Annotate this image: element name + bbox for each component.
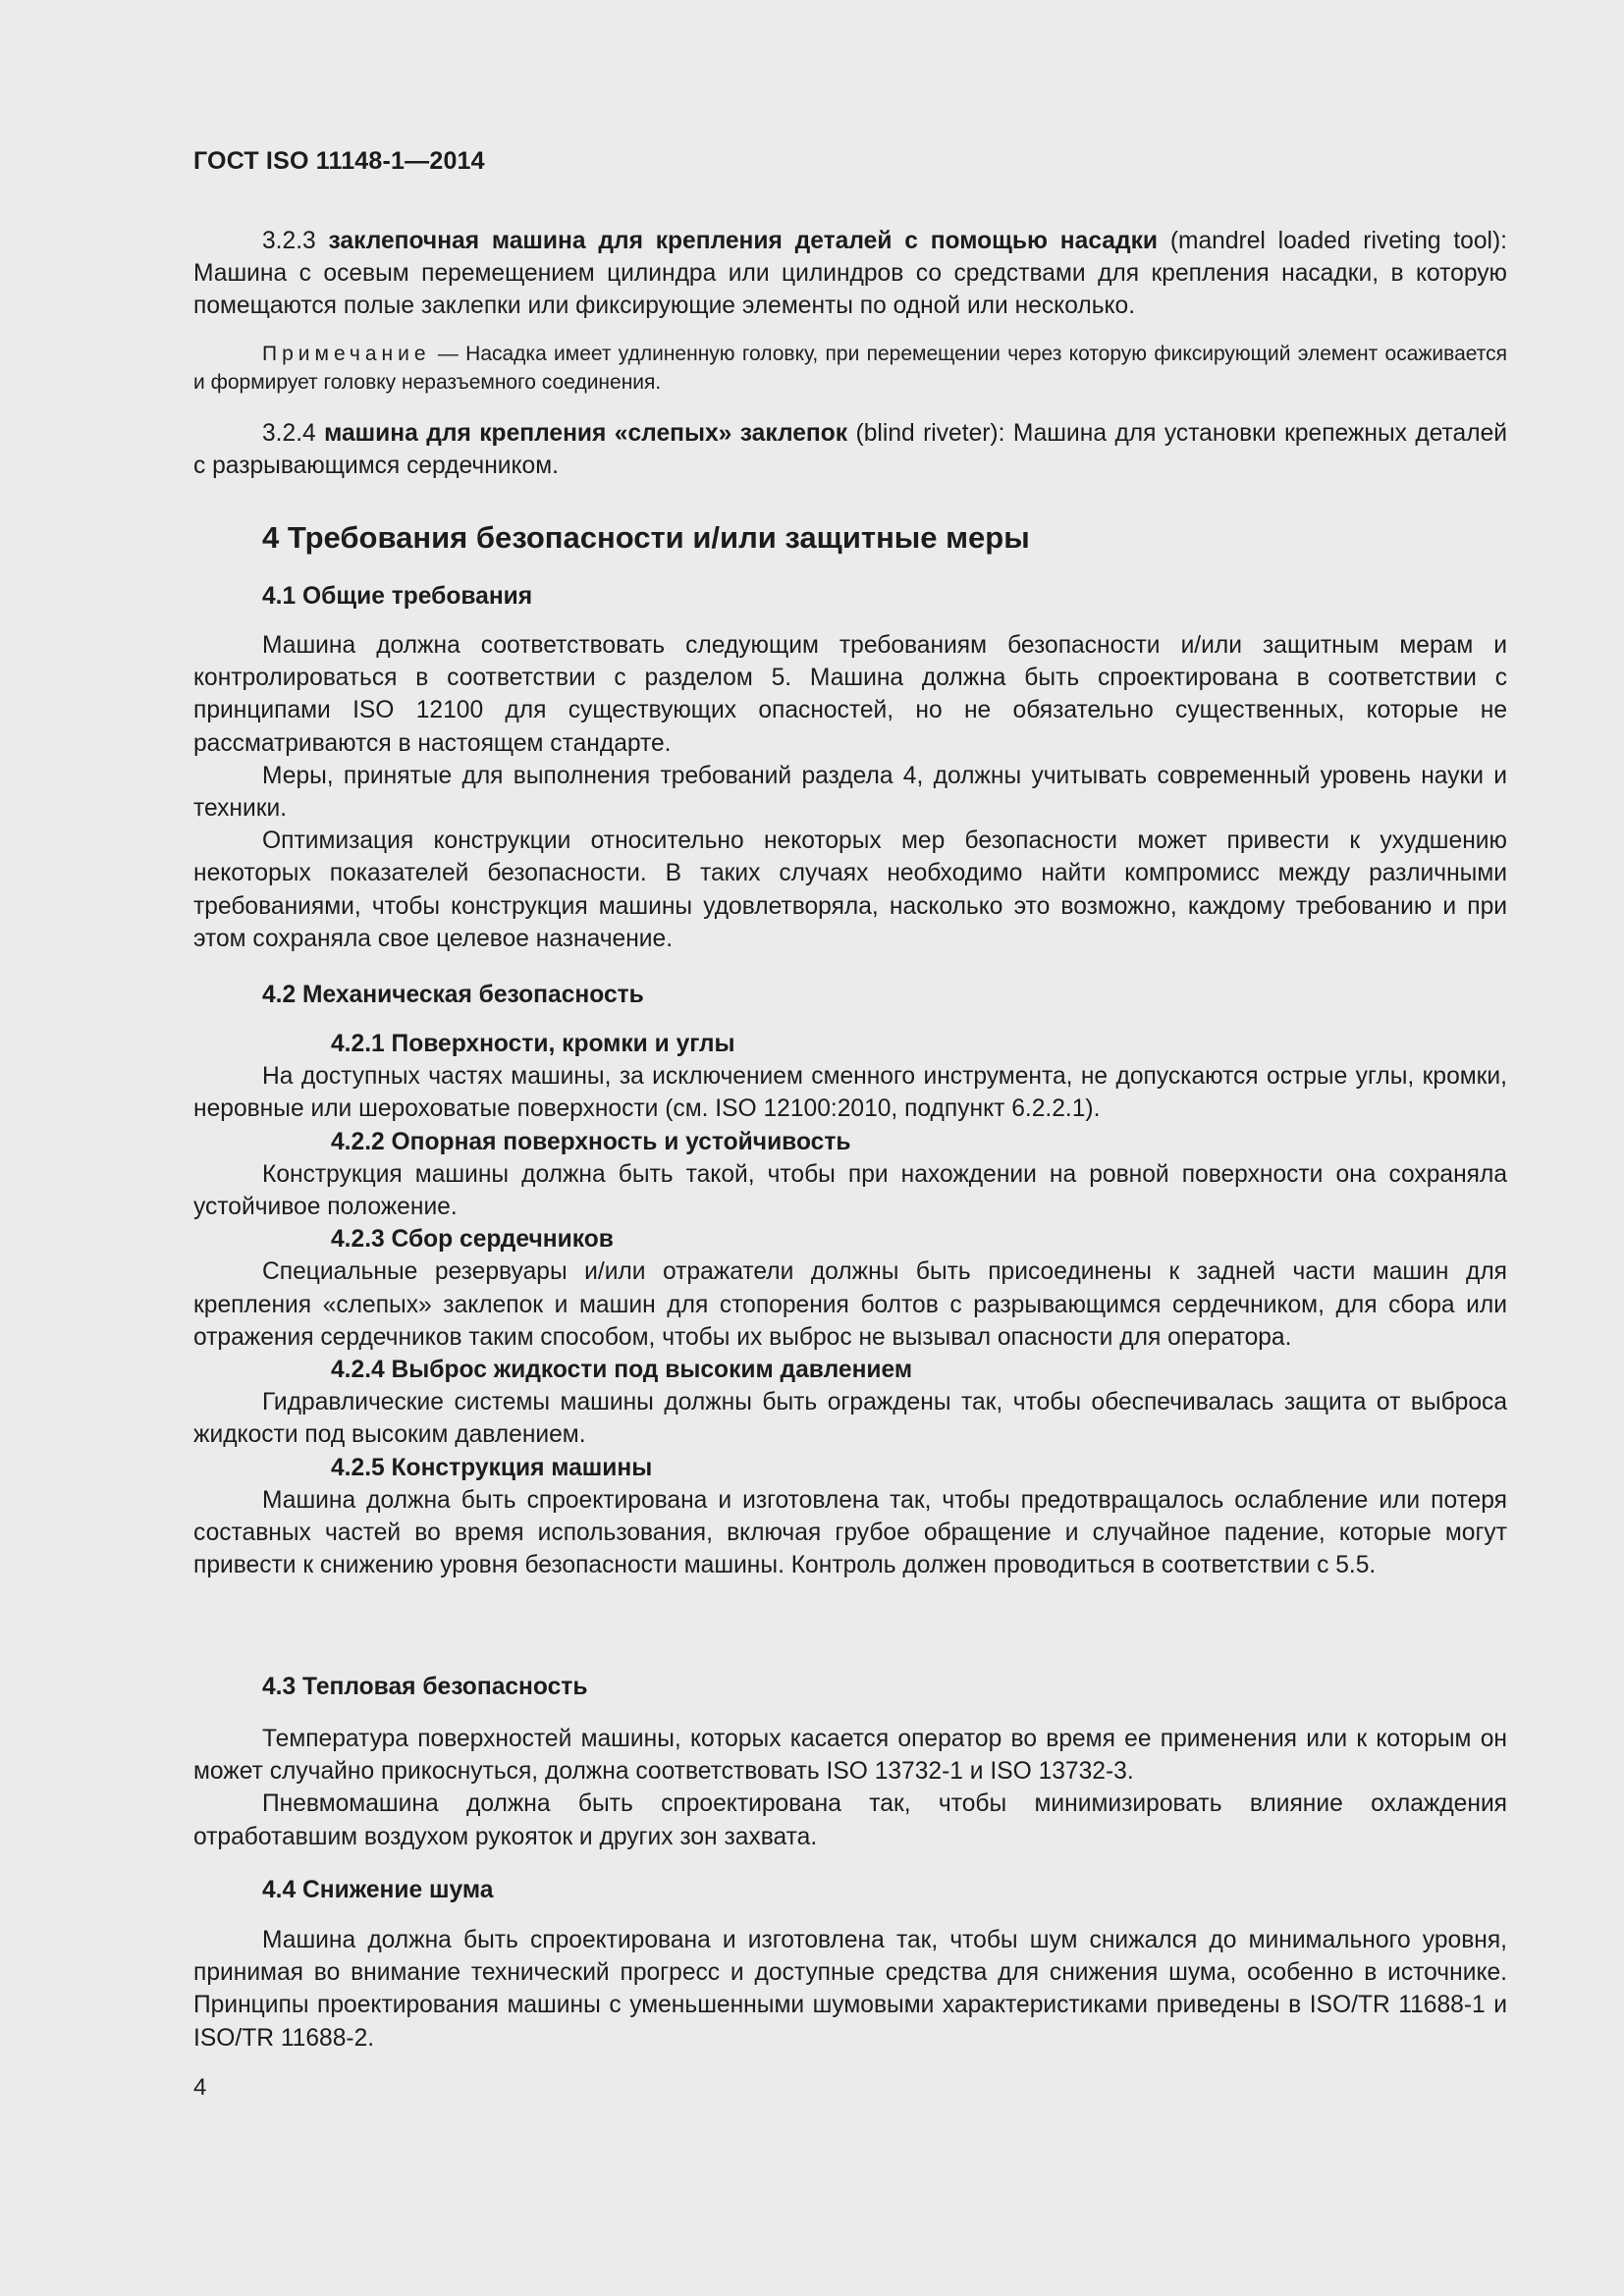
paragraph: Машина должна соответствовать следующим требованиям безопасности и/или защитным мерам и контролироваться в соответствии с разделом 5. Машина должна быть спроектирована в соответствии с принципами ISO 12100 для существующих опасностей, но не обязательно существенных, которые не рассматриваются в настоящем стандарте. <box>193 632 1507 757</box>
definition: (blind riveter): Машина для установки крепежных деталей с разрывающимся сердечником. <box>193 420 1507 480</box>
term: заклепочная машина для крепления деталей с помощью насадки <box>328 228 1159 254</box>
page-number: 4 <box>193 2074 207 2101</box>
paragraph: Пневмомашина должна быть спроектирована так, чтобы минимизировать влияние охлаждения отработавшим воздухом рукояток и других зон захвата. <box>193 1790 1507 1850</box>
section-4-3-body <box>193 1723 1507 1853</box>
paragraph: Гидравлические системы машины должны быть ограждены так, чтобы обеспечивалась защита от выброса жидкости под высоким давлением. <box>193 1389 1507 1449</box>
definition: (mandrel loaded riveting tool): Машина с осевым перемещением цилиндра или цилиндров со средствами для крепления насадки, в которую помещаются полые заклепки или фиксирующие элементы по одной или несколько. <box>193 228 1508 320</box>
clause-number: 3.2.3 <box>262 228 316 254</box>
note-block <box>193 340 1507 397</box>
section-4-1-heading-block <box>193 583 1507 611</box>
section-4-4-body <box>193 1924 1507 2055</box>
section-4-2-body <box>193 1028 1507 1581</box>
section-4-3-heading-block <box>193 1674 1507 1701</box>
subsection-4-2-5-heading: 4.2.5 Конструкция машины <box>331 1454 653 1481</box>
clause-3-2-3 <box>193 225 1507 323</box>
paragraph: На доступных частях машины, за исключением сменного инструмента, не допускаются острые углы, кромки, неровные или шероховатые поверхности (см. ISO 12100:2010, подпункт 6.2.2.1). <box>193 1063 1507 1123</box>
section-4-heading: 4 Требования безопасности и/или защитные меры <box>262 520 1030 555</box>
note-text: — Насадка имеет удлиненную головку, при перемещении через которую фиксирующий элемент осаживается и формирует головку неразъемного соединения. <box>193 343 1507 394</box>
clause-3-2-4 <box>193 417 1507 482</box>
section-4-3-heading: 4.3 Тепловая безопасность <box>262 1674 588 1700</box>
section-4-1-heading: 4.1 Общие требования <box>262 583 533 610</box>
section-4-4-heading: 4.4 Снижение шума <box>262 1877 494 1903</box>
subsection-4-2-3-heading: 4.2.3 Сбор сердечников <box>331 1226 614 1254</box>
clause-number: 3.2.4 <box>262 420 316 447</box>
section-4-1-body <box>193 629 1507 955</box>
section-4-2-heading: 4.2 Механическая безопасность <box>262 982 644 1008</box>
paragraph: Оптимизация конструкции относительно некоторых мер безопасности может привести к ухудшению некоторых показателей безопасности. В таких случаях необходимо найти компромисс между различными требованиями, чтобы конструкция машины удовлетворяла, насколько это возможно, каждому требованию и при этом сохраняла свое целевое назначение. <box>193 828 1507 952</box>
paragraph: Машина должна быть спроектирована и изготовлена так, чтобы шум снижался до минимального уровня, принимая во внимание технический прогресс и доступные средства для снижения шума, особенно в источнике. Принципы проектирования машины с уменьшенными шумовыми характеристиками приведены в ISO/TR 11688-1 и ISO/TR 11688-2. <box>193 1927 1507 2052</box>
clause-3-2-3-paragraph <box>193 225 1507 323</box>
subsection-4-2-1-heading: 4.2.1 Поверхности, кромки и углы <box>331 1031 735 1057</box>
document-header: ГОСТ ISO 11148-1—2014 <box>193 147 485 175</box>
paragraph: Температура поверхностей машины, которых касается оператор во время ее применения или к которым он может случайно прикоснуться, должна соответствовать ISO 13732-1 и ISO 13732-3. <box>193 1726 1507 1786</box>
term: машина для крепления «слепых» заклепок <box>324 420 848 447</box>
section-4-heading-block <box>193 520 1507 556</box>
clause-3-2-4-paragraph <box>193 417 1507 482</box>
note-paragraph <box>193 340 1507 397</box>
section-4-2-heading-block <box>193 982 1507 1009</box>
note-label: Примечание <box>262 343 431 365</box>
paragraph: Меры, принятые для выполнения требований раздела 4, должны учитывать современный уровень науки и техники. <box>193 762 1507 823</box>
section-4-4-heading-block <box>193 1877 1507 1904</box>
subsection-4-2-2-heading: 4.2.2 Опорная поверхность и устойчивость <box>331 1128 851 1155</box>
paragraph: Специальные резервуары и/или отражатели должны быть присоединены к задней части машин для крепления «слепых» заклепок и машин для стопорения болтов с разрывающимся сердечником, для сбора или отражения сердечников таким способом, чтобы их выброс не вызывал опасности для оператора. <box>193 1258 1507 1351</box>
paragraph: Конструкция машины должна быть такой, чтобы при нахождении на ровной поверхности она сохраняла устойчивое положение. <box>193 1160 1507 1221</box>
subsection-4-2-4-heading: 4.2.4 Выброс жидкости под высоким давлением <box>331 1357 913 1384</box>
paragraph: Машина должна быть спроектирована и изготовлена так, чтобы предотвращалось ослабление или потеря составных частей во время использования, включая грубое обращение и случайное падение, которые могут привести к снижению уровня безопасности машины. Контроль должен проводиться в соответствии с 5.5. <box>193 1486 1507 1579</box>
